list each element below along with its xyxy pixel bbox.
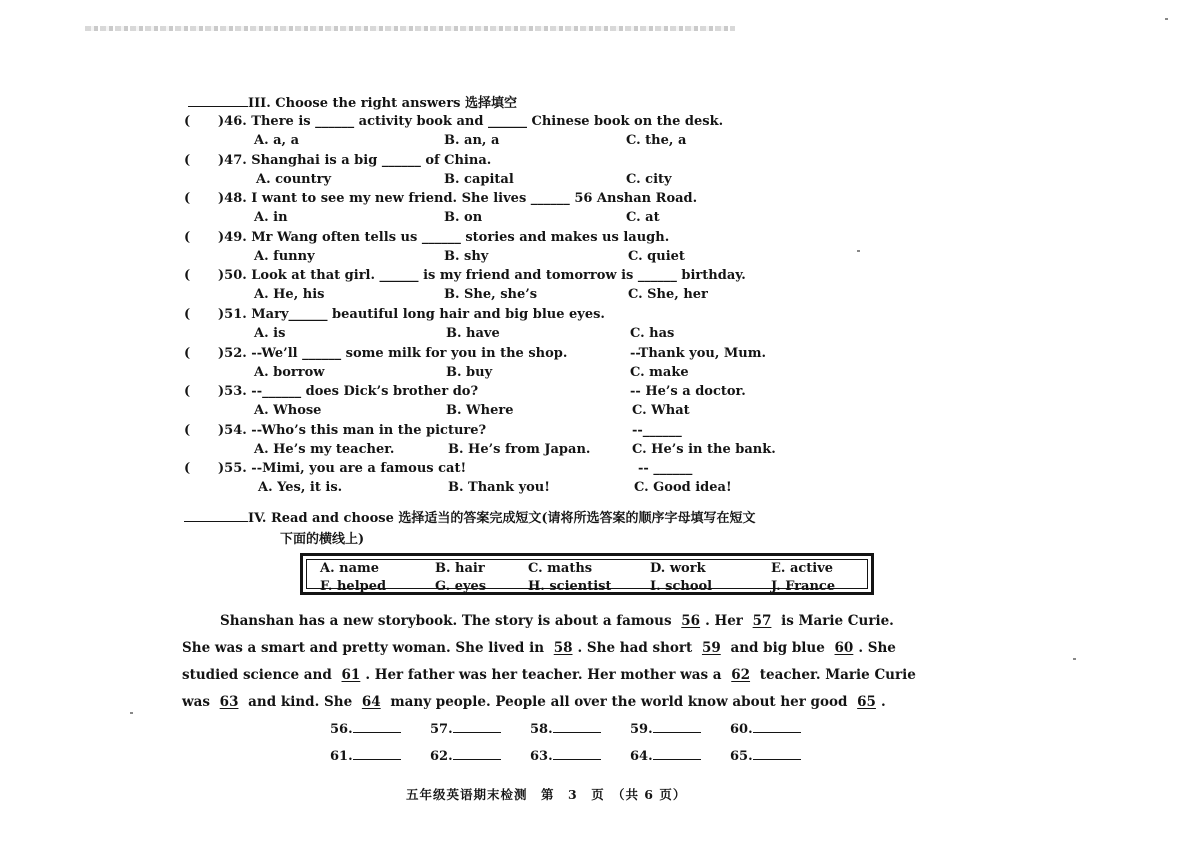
passage-blank-number: 60 — [834, 640, 854, 656]
options-row — [0, 442, 900, 460]
option-b: B. shy — [444, 249, 489, 264]
scan-speck — [1073, 658, 1076, 660]
question-46 — [184, 114, 824, 132]
answer-paren[interactable]: ( — [184, 230, 191, 245]
passage-blank-number: 64 — [361, 694, 381, 710]
options-row — [0, 172, 900, 190]
passage-line — [182, 667, 982, 683]
option-a: A. Yes, it is. — [258, 480, 343, 495]
question-stem: )46. There is ______ activity book and ______ Chinese book on the desk. — [218, 114, 724, 129]
section-3-heading — [188, 92, 517, 111]
options-row — [0, 365, 900, 383]
answer-slot[interactable]: 64. — [630, 749, 701, 764]
answer-paren[interactable]: ( — [184, 153, 191, 168]
answer-slot[interactable]: 56. — [330, 722, 401, 737]
question-response: --Thank you, Mum. — [630, 346, 767, 361]
question-52 — [184, 346, 824, 364]
passage-line — [182, 640, 982, 656]
option-a: A. a, a — [254, 133, 300, 148]
page-footer: 五年级英语期末检测 第 3 页 （共 6 页） — [406, 787, 687, 802]
question-51 — [184, 307, 824, 325]
answer-line[interactable] — [353, 722, 401, 733]
answer-slot[interactable]: 59. — [630, 722, 701, 737]
answer-paren[interactable]: ( — [184, 384, 191, 399]
passage-blank-number: 61 — [341, 667, 361, 683]
option-a: A. He, his — [254, 287, 325, 302]
word-bank-item: B. hair — [435, 561, 485, 576]
passage-blank-number: 63 — [219, 694, 239, 710]
answer-slot[interactable]: 57. — [430, 722, 501, 737]
section-4-heading — [184, 507, 756, 526]
passage-line — [182, 694, 982, 710]
answer-slot[interactable]: 63. — [530, 749, 601, 764]
passage-text: She was a smart and pretty woman. She lived in — [182, 640, 549, 656]
word-bank-item: J. France — [771, 579, 836, 594]
passage-text: Shanshan has a new storybook. The story is about a famous — [220, 613, 677, 629]
scan-speck — [1165, 18, 1168, 20]
options-row — [0, 210, 900, 228]
passage-blank-number: 65 — [857, 694, 876, 710]
option-a: A. funny — [254, 249, 315, 264]
answer-line[interactable] — [453, 749, 501, 760]
word-bank-item: F. helped — [320, 579, 387, 594]
passage-blank-number: 57 — [752, 613, 772, 629]
option-b: B. an, a — [444, 133, 500, 148]
options-row — [0, 480, 900, 498]
section-3-title: III. Choose the right answers 选择填空 — [248, 96, 518, 111]
option-b: B. He’s from Japan. — [448, 442, 591, 457]
options-row — [0, 326, 900, 344]
answer-line[interactable] — [753, 749, 801, 760]
passage-text: studied science and — [182, 667, 337, 683]
option-a: A. Whose — [254, 403, 322, 418]
question-stem: )51. Mary______ beautiful long hair and big blue eyes. — [218, 307, 605, 322]
option-c: C. at — [626, 210, 660, 225]
section-4-title: IV. Read and choose 选择适当的答案完成短文(请将所选答案的顺序字母填写在短文 — [248, 511, 756, 526]
options-row — [0, 249, 900, 267]
passage-text: . Her father was her teacher. Her mother was a — [365, 667, 727, 683]
answer-line[interactable] — [453, 722, 501, 733]
option-b: B. Thank you! — [448, 480, 550, 495]
answer-paren[interactable]: ( — [184, 307, 191, 322]
word-bank-item: C. maths — [528, 561, 593, 576]
question-48 — [184, 191, 824, 209]
option-c: C. make — [630, 365, 689, 380]
option-c: C. Good idea! — [634, 480, 732, 495]
option-c: C. the, a — [626, 133, 687, 148]
option-b: B. Where — [446, 403, 514, 418]
option-c: C. has — [630, 326, 675, 341]
question-stem: )53. --______ does Dick’s brother do? — [218, 384, 479, 399]
answer-paren[interactable]: ( — [184, 268, 191, 283]
question-stem: )47. Shanghai is a big ______ of China. — [218, 153, 492, 168]
score-blank — [184, 521, 248, 522]
options-row — [0, 133, 900, 151]
question-stem: )48. I want to see my new friend. She lives ______ 56 Anshan Road. — [218, 191, 698, 206]
answer-line[interactable] — [653, 749, 701, 760]
answer-slot[interactable]: 62. — [430, 749, 501, 764]
passage-text: is Marie Curie. — [776, 613, 894, 629]
answer-slot[interactable]: 61. — [330, 749, 401, 764]
answer-slot[interactable]: 65. — [730, 749, 801, 764]
answer-line[interactable] — [353, 749, 401, 760]
question-47 — [184, 153, 824, 171]
answer-line[interactable] — [653, 722, 701, 733]
question-response: -- He’s a doctor. — [630, 384, 746, 399]
option-b: B. She, she’s — [444, 287, 538, 302]
answer-paren[interactable]: ( — [184, 191, 191, 206]
passage-text: and kind. She — [243, 694, 357, 710]
answer-paren[interactable]: ( — [184, 114, 191, 129]
option-c: C. quiet — [628, 249, 685, 264]
question-stem: )50. Look at that girl. ______ is my friend and tomorrow is ______ birthday. — [218, 268, 746, 283]
question-response: -- ______ — [638, 461, 693, 476]
option-a: A. He’s my teacher. — [254, 442, 395, 457]
question-stem: )52. --We’ll ______ some milk for you in the shop. — [218, 346, 568, 361]
section-4-title-line2: 下面的横线上) — [280, 532, 365, 547]
question-53 — [184, 384, 824, 402]
scan-speck — [857, 250, 860, 252]
question-stem: )55. --Mimi, you are a famous cat! — [218, 461, 467, 476]
passage-text: . Her — [705, 613, 748, 629]
answer-slot[interactable]: 60. — [730, 722, 801, 737]
question-55 — [184, 461, 824, 479]
question-response: --______ — [632, 423, 682, 438]
score-blank — [188, 106, 248, 107]
option-a: A. country — [256, 172, 332, 187]
option-c: C. She, her — [628, 287, 708, 302]
passage-text: teacher. Marie Curie — [755, 667, 916, 683]
passage-text: many people. People all over the world know about her good — [385, 694, 853, 710]
option-c: C. He’s in the bank. — [632, 442, 776, 457]
word-bank-item: D. work — [650, 561, 706, 576]
option-b: B. on — [444, 210, 483, 225]
passage-blank-number: 59 — [701, 640, 721, 656]
answer-paren[interactable]: ( — [184, 461, 191, 476]
option-b: B. have — [446, 326, 500, 341]
word-bank-item: E. active — [771, 561, 834, 576]
passage-blank-number: 58 — [553, 640, 573, 656]
options-row — [0, 403, 900, 421]
answer-paren[interactable]: ( — [184, 423, 191, 438]
scan-speck — [130, 712, 133, 714]
question-54 — [184, 423, 824, 441]
word-bank-item: A. name — [320, 561, 380, 576]
passage-blank-number: 56 — [681, 613, 701, 629]
passage-text: . — [880, 694, 886, 710]
passage-text: . She — [858, 640, 896, 656]
passage-line — [220, 613, 1020, 629]
answer-slot[interactable]: 58. — [530, 722, 601, 737]
answer-line[interactable] — [553, 749, 601, 760]
answer-line[interactable] — [553, 722, 601, 733]
word-bank — [300, 553, 874, 595]
option-a: A. borrow — [254, 365, 325, 380]
answer-paren[interactable]: ( — [184, 346, 191, 361]
scan-artifact-top — [85, 26, 735, 31]
passage-text: was — [182, 694, 215, 710]
passage-text: and big blue — [725, 640, 830, 656]
option-b: B. buy — [446, 365, 493, 380]
option-a: A. in — [254, 210, 288, 225]
option-b: B. capital — [444, 172, 514, 187]
word-bank-item: G. eyes — [435, 579, 487, 594]
options-row — [0, 287, 900, 305]
option-c: C. city — [626, 172, 672, 187]
question-49 — [184, 230, 824, 248]
passage-blank-number: 62 — [731, 667, 751, 683]
answer-line[interactable] — [753, 722, 801, 733]
word-bank-item: H. scientist — [528, 579, 612, 594]
question-50 — [184, 268, 824, 286]
option-c: C. What — [632, 403, 690, 418]
question-stem: )49. Mr Wang often tells us ______ stories and makes us laugh. — [218, 230, 670, 245]
word-bank-item: I. school — [650, 579, 713, 594]
question-stem: )54. --Who’s this man in the picture? — [218, 423, 487, 438]
option-a: A. is — [254, 326, 286, 341]
passage-text: . She had short — [577, 640, 697, 656]
